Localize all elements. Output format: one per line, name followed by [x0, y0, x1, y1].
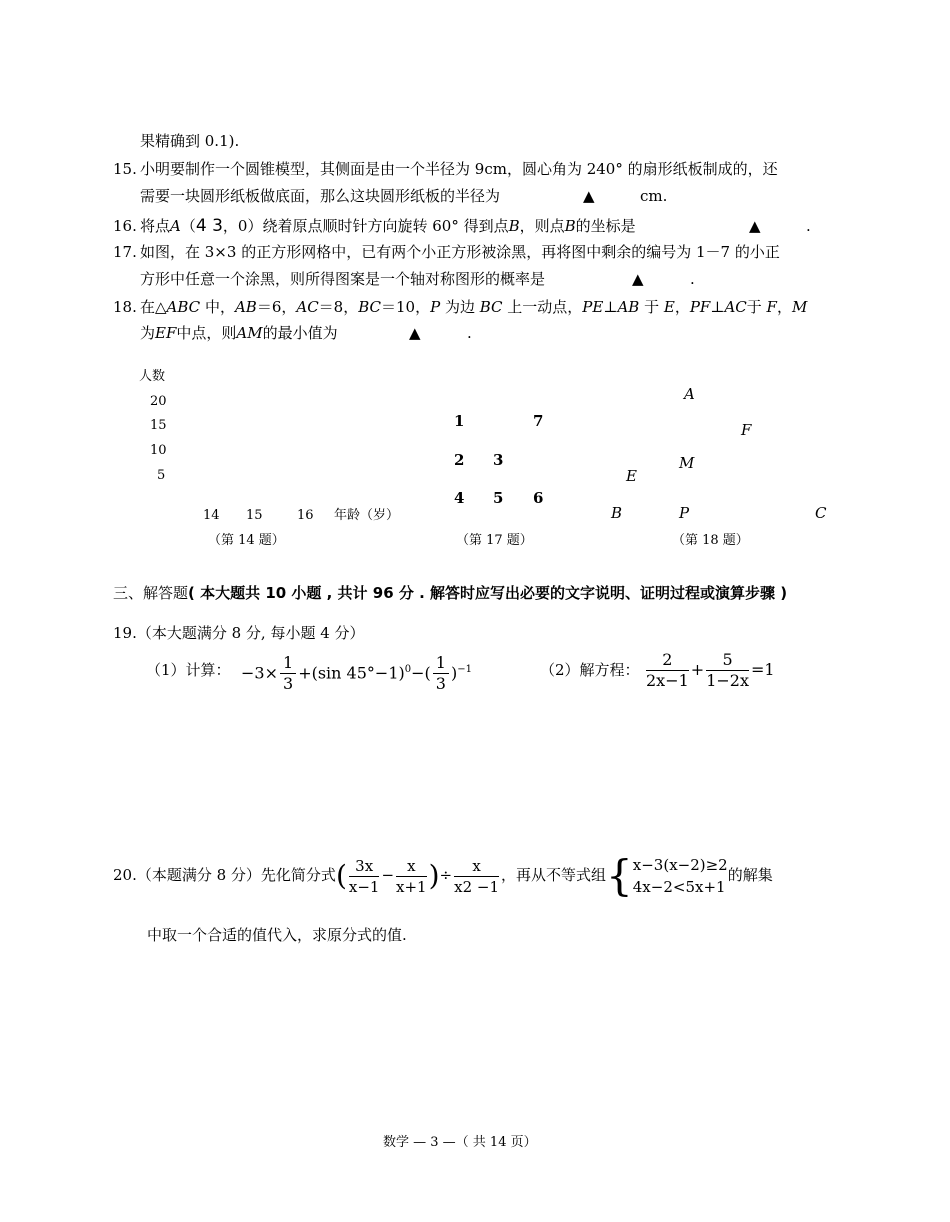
q18-l2-ef: EF	[155, 324, 177, 342]
q16-text	[140, 216, 636, 236]
q17-end: .	[690, 270, 695, 288]
q16-var-b2: B	[564, 217, 576, 235]
q18-p20: ⊥	[710, 298, 725, 316]
fig17-cell-4: 4	[454, 489, 465, 507]
fig14-ylabel: 人数	[139, 369, 166, 384]
q18-p12: 上一动点，	[502, 298, 583, 316]
q16-coord-close: ，0）绕着原点顺时针方向旋转 60° 得到点	[222, 217, 509, 235]
q19-p1-exp1: −1	[457, 664, 472, 675]
q15-unit: cm.	[640, 187, 668, 205]
q18-end: .	[467, 324, 472, 342]
page-footer: 数学 — 3 —（ 共 14 页）	[383, 1135, 537, 1150]
q16-pre: 将点	[140, 217, 171, 235]
q15-number: 15.	[113, 160, 137, 178]
q18-p3: AB	[234, 298, 257, 316]
fig14-ytick-15: 15	[150, 418, 167, 433]
q20-line2: 中取一个合适的值代入，求原分式的值.	[147, 926, 407, 944]
q16-coord-sqrt: 4 3	[195, 216, 223, 236]
q18-p6: ＝8，	[318, 298, 359, 316]
q19-p1-b: +(sin 45°−1)	[298, 663, 405, 683]
q18-p0: 在△	[140, 298, 167, 316]
fig18-caption: （第 18 题）	[672, 533, 749, 548]
section3-title: 三、解答题	[113, 584, 189, 602]
q20-pre: 20.（本题满分 8 分）先化简分式	[113, 866, 336, 884]
q16-var-b: B	[508, 217, 520, 235]
q20-frac1-den: x−1	[348, 877, 380, 896]
q20-frac3	[454, 856, 499, 897]
q18-p14: ⊥	[603, 298, 618, 316]
q19-p1-frac1-num: 1	[280, 653, 296, 674]
q17-line2: 方形中任意一个涂黑，则所得图案是一个轴对称图形的概率是	[140, 270, 546, 288]
q18-p22: 于	[746, 298, 767, 316]
q16-post: 的坐标是	[575, 217, 636, 235]
q19-p2-frac1-den: 2x−1	[646, 671, 689, 690]
q17-answer-blank: ▲	[632, 270, 644, 288]
q20-frac2-num: x	[396, 856, 427, 877]
fig14-xtick-14: 14	[203, 508, 220, 523]
fig18-point-e: E	[626, 467, 637, 485]
fig18-point-p: P	[679, 504, 690, 522]
q19-part2-expression	[644, 648, 775, 692]
q18-p8: ＝10，	[381, 298, 431, 316]
q18-p21: AC	[724, 298, 747, 316]
q19-part1-label: （1）计算：	[146, 661, 231, 679]
q18-p15: AB	[617, 298, 640, 316]
q18-p5: AC	[296, 298, 319, 316]
q20-paren-open: (	[335, 859, 347, 892]
q19-p2-eq: =1	[751, 660, 775, 679]
q18-p13: PE	[582, 298, 604, 316]
q19-part2-label: （2）解方程：	[540, 661, 640, 679]
section3-heading	[113, 583, 787, 603]
q19-p1-frac1	[280, 653, 296, 694]
q19-p1-c: −(	[411, 663, 431, 683]
fig14-xlabel: 年龄（岁）	[334, 508, 400, 523]
q20-minus: −	[381, 866, 395, 884]
fig18-point-b: B	[611, 504, 623, 522]
q19-p1-d: )	[450, 663, 458, 683]
q20-mid: ，再从不等式组	[501, 866, 607, 884]
q14-tail-text: 果精确到 0.1).	[140, 132, 240, 150]
q16-coord-open: （	[180, 217, 196, 235]
q18-p4: ＝6，	[256, 298, 297, 316]
fig17-cell-7: 7	[533, 412, 544, 430]
q18-line1	[140, 297, 807, 317]
q18-l2a: 为	[140, 324, 156, 342]
q18-p25: M	[791, 298, 808, 316]
fig18-point-c: C	[815, 504, 827, 522]
q18-p17: E	[663, 298, 675, 316]
fig17-cell-2: 2	[454, 451, 465, 469]
q18-p23: F	[766, 298, 777, 316]
q20-brace: {	[606, 851, 633, 900]
q19-p2-frac2-den: 1−2x	[706, 671, 749, 690]
fig17-cell-1: 1	[454, 412, 465, 430]
q19-p1-frac2	[433, 653, 449, 694]
q18-number: 18.	[113, 298, 137, 316]
q18-p18: ，	[674, 298, 690, 316]
q18-p1: ABC	[166, 298, 201, 316]
q19-p2-plus: +	[690, 660, 705, 679]
q18-line2	[140, 323, 338, 343]
fig17-cell-6: 6	[533, 489, 544, 507]
q18-p16: 于	[639, 298, 664, 316]
fig14-xtick-16: 16	[297, 508, 314, 523]
q18-l2b: 中点，则	[176, 324, 237, 342]
q19-header: 19.（本大题满分 8 分, 每小题 4 分）	[113, 624, 365, 642]
fig14-ytick-10: 10	[150, 443, 167, 458]
q18-p9: P	[430, 298, 441, 316]
q19-p1-frac2-den: 3	[435, 674, 446, 694]
fig18-point-a: A	[684, 385, 695, 403]
q20-frac3-den: x2 −1	[454, 877, 500, 896]
q18-p10: 为边	[440, 298, 480, 316]
q18-l2-am: AM	[236, 324, 263, 342]
q16-number: 16.	[113, 217, 137, 235]
fig18-point-m: M	[679, 454, 695, 472]
q19-p2-frac2-num: 5	[706, 650, 749, 671]
q20-inequality-system	[633, 854, 728, 898]
fig14-xtick-15: 15	[246, 508, 263, 523]
fig14-ytick-20: 20	[150, 394, 167, 409]
q16-var-a: A	[170, 217, 181, 235]
fig17-cell-5: 5	[493, 489, 504, 507]
q15-line2: 需要一块圆形纸板做底面，那么这块圆形纸板的半径为	[140, 187, 501, 205]
q17-number: 17.	[113, 243, 137, 261]
section3-note: ( 本大题共 10 小题 , 共计 96 分 . 解答时应写出必要的文字说明、证明过程或演算步骤 )	[188, 584, 788, 602]
q20-div: ÷	[439, 866, 453, 884]
fig18-point-f: F	[741, 421, 752, 439]
q20-frac1	[349, 856, 380, 897]
q19-part1-expression	[241, 648, 472, 695]
q18-p7: BC	[358, 298, 381, 316]
q20-line1	[113, 848, 773, 903]
fig14-ytick-5: 5	[157, 468, 166, 483]
q19-p2-frac2	[706, 650, 749, 691]
q20-paren-close: )	[428, 859, 440, 892]
q18-p2: 中，	[200, 298, 235, 316]
q20-frac1-num: 3x	[349, 856, 380, 877]
q16-end: .	[806, 217, 811, 235]
q19-p2-frac1	[646, 650, 689, 691]
q18-p11: BC	[479, 298, 503, 316]
q19-p1-exp0: 0	[404, 664, 412, 675]
fig14-caption: （第 14 题）	[208, 533, 285, 548]
q15-answer-blank: ▲	[583, 187, 595, 205]
q18-p24: ，	[776, 298, 792, 316]
q17-line1: 如图，在 3×3 的正方形网格中，已有两个小正方形被涂黑，再将图中剩余的编号为 1－7 的小正	[140, 243, 780, 261]
q19-p1-frac1-den: 3	[283, 674, 294, 694]
q18-l2c: 的最小值为	[262, 324, 338, 342]
q19-p2-frac1-num: 2	[646, 650, 689, 671]
fig17-caption: （第 17 题）	[456, 533, 533, 548]
q20-ineq1: x−3(x−2)≥2	[632, 856, 728, 874]
q18-answer-blank: ▲	[409, 324, 421, 342]
q20-frac3-num: x	[454, 856, 499, 877]
q18-p19: PF	[689, 298, 711, 316]
q20-frac2-den: x+1	[396, 877, 427, 896]
q20-post: 的解集	[727, 866, 773, 884]
fig17-cell-3: 3	[493, 451, 504, 469]
q16-answer-blank: ▲	[749, 217, 761, 235]
q15-line1: 小明要制作一个圆锥模型，其侧面是由一个半径为 9cm，圆心角为 240° 的扇形纸板制成的，还	[140, 160, 778, 178]
q19-p1-a: −3×	[241, 663, 278, 683]
q20-frac2	[396, 856, 427, 897]
q16-mid: ，则点	[519, 217, 565, 235]
q19-p1-frac2-num: 1	[433, 653, 449, 674]
q20-ineq2: 4x−2<5x+1	[632, 878, 726, 896]
